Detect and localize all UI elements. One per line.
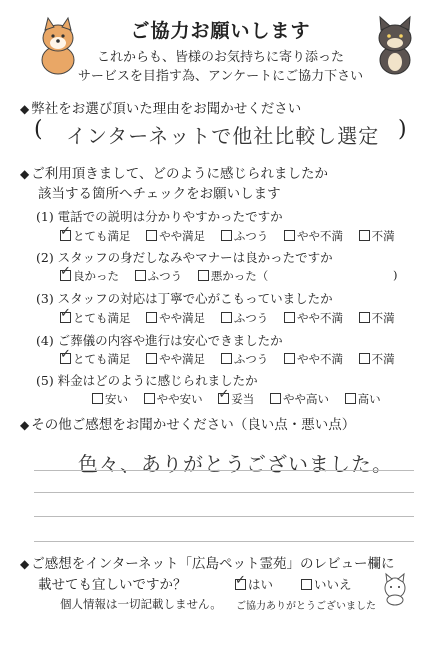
option-label: 不満 xyxy=(371,311,395,325)
item-2-label: (2) スタッフの身だしなみやマナーは良かったですか xyxy=(36,250,333,265)
checkbox-checked-icon[interactable] xyxy=(235,579,246,590)
option-checkbox[interactable] xyxy=(60,310,131,326)
option-label: 高い xyxy=(357,392,381,406)
question-other xyxy=(20,413,355,433)
reason-answer: インターネットで他社比較し選定 xyxy=(66,124,380,148)
option-label: 妥当 xyxy=(231,392,255,406)
option-label: 悪かった（ xyxy=(210,269,269,283)
item-4-label: (4) ご葬儀の内容や進行は安心できましたか xyxy=(36,333,283,348)
other-answer: 色々、ありがとうございました。 xyxy=(78,452,393,476)
option-checkbox[interactable] xyxy=(146,310,205,326)
option-label: 不満 xyxy=(371,229,395,243)
option-label: いいえ xyxy=(314,577,352,592)
checkbox-icon[interactable] xyxy=(135,270,146,281)
checkbox-icon[interactable] xyxy=(146,353,157,364)
option-label: ふつう xyxy=(233,352,269,366)
option-checkbox[interactable] xyxy=(359,351,395,367)
diamond-icon: ◆ xyxy=(20,167,30,181)
option-label: 良かった xyxy=(73,269,119,283)
item-5-options xyxy=(92,391,393,407)
option-checkbox[interactable] xyxy=(60,228,131,244)
option-label: やや安い xyxy=(156,392,203,406)
question-feel xyxy=(20,162,328,182)
option-label: やや不満 xyxy=(296,229,343,243)
option-label: ふつう xyxy=(233,229,269,243)
option-checkbox[interactable] xyxy=(301,575,352,593)
question-reason-label: 弊社をお選び頂いた理由をお聞かせください xyxy=(31,101,302,117)
privacy-note: 個人情報は一切記載しません。 xyxy=(60,597,222,611)
question-reason xyxy=(20,97,301,117)
option-label: とても満足 xyxy=(73,229,131,243)
option-checkbox[interactable] xyxy=(284,228,343,244)
checkbox-checked-icon[interactable] xyxy=(60,230,71,241)
intro-line-1: これからも、皆様のお気持ちに寄り添った xyxy=(96,50,344,65)
answer-line xyxy=(34,492,414,493)
item-3-options xyxy=(60,310,407,326)
checkbox-icon[interactable] xyxy=(345,393,356,404)
diamond-icon: ◆ xyxy=(20,557,30,571)
option-checkbox[interactable] xyxy=(359,228,395,244)
checkbox-icon[interactable] xyxy=(284,230,295,241)
option-checkbox[interactable] xyxy=(284,351,343,367)
option-checkbox[interactable] xyxy=(221,228,269,244)
checkbox-icon[interactable] xyxy=(92,393,103,404)
question-feel-label: ご利用頂きまして、どのように感じられましたか xyxy=(31,166,328,182)
option-checkbox[interactable] xyxy=(92,391,128,407)
item-5-label: (5) 料金はどのように感じられましたか xyxy=(36,373,258,388)
checkbox-checked-icon[interactable] xyxy=(60,353,71,364)
question-review-line2: 載せても宜しいですか？ xyxy=(38,577,187,593)
checkbox-icon[interactable] xyxy=(221,312,232,323)
item-2-close-paren: ) xyxy=(393,268,398,282)
intro-line-2: サービスを目指す為、アンケートにご協力下さい xyxy=(77,69,364,84)
option-label: やや不満 xyxy=(296,311,343,325)
option-checkbox[interactable] xyxy=(284,310,343,326)
option-label: やや不満 xyxy=(296,352,343,366)
checkbox-icon[interactable] xyxy=(284,353,295,364)
option-checkbox[interactable] xyxy=(146,351,205,367)
item-2-options xyxy=(60,268,400,284)
checkbox-icon[interactable] xyxy=(301,579,312,590)
checkbox-checked-icon[interactable] xyxy=(218,393,229,404)
option-label: やや満足 xyxy=(159,352,206,366)
answer-line xyxy=(34,470,414,471)
question-feel-instruction: 該当する箇所へチェックをお願いします xyxy=(38,186,281,202)
checkbox-icon[interactable] xyxy=(144,393,155,404)
option-label: 不満 xyxy=(371,352,395,366)
question-review-label: ご感想をインターネット「広島ペット霊苑」のレビュー欄に xyxy=(31,556,395,572)
reason-close-paren: ) xyxy=(398,117,407,142)
checkbox-checked-icon[interactable] xyxy=(60,270,71,281)
option-checkbox[interactable] xyxy=(146,228,205,244)
checkbox-icon[interactable] xyxy=(359,312,370,323)
option-label: やや満足 xyxy=(159,311,206,325)
checkbox-icon[interactable] xyxy=(221,353,232,364)
option-checkbox[interactable] xyxy=(218,391,254,407)
option-checkbox[interactable] xyxy=(135,268,183,284)
reason-open-paren: ( xyxy=(34,117,43,142)
option-label: 安い xyxy=(105,392,128,406)
diamond-icon: ◆ xyxy=(20,102,30,116)
option-label: ふつう xyxy=(233,311,269,325)
option-checkbox[interactable] xyxy=(345,391,381,407)
thanks-note: ご協力ありがとうございました xyxy=(236,601,376,612)
checkbox-icon[interactable] xyxy=(270,393,281,404)
checkbox-icon[interactable] xyxy=(359,230,370,241)
option-label: はい xyxy=(248,577,274,592)
option-checkbox[interactable] xyxy=(60,351,131,367)
option-label: やや満足 xyxy=(159,229,206,243)
small-cat-illustration-icon xyxy=(380,572,410,606)
answer-line xyxy=(34,541,414,542)
option-label: とても満足 xyxy=(73,311,131,325)
question-review xyxy=(20,552,395,572)
checkbox-icon[interactable] xyxy=(221,230,232,241)
question-other-label: その他ご感想をお聞かせください（良い点・悪い点） xyxy=(31,417,356,433)
checkbox-icon[interactable] xyxy=(146,312,157,323)
option-checkbox[interactable] xyxy=(60,268,119,284)
option-checkbox[interactable] xyxy=(221,310,269,326)
checkbox-icon[interactable] xyxy=(146,230,157,241)
option-checkbox[interactable] xyxy=(270,391,329,407)
option-label: とても満足 xyxy=(73,352,131,366)
survey-title: ご協力お願いします xyxy=(130,20,311,42)
item-1-options xyxy=(60,228,407,244)
option-checkbox[interactable] xyxy=(359,310,395,326)
answer-line xyxy=(34,516,414,517)
checkbox-icon[interactable] xyxy=(359,353,370,364)
checkbox-icon[interactable] xyxy=(284,312,295,323)
diamond-icon: ◆ xyxy=(20,418,30,432)
option-checkbox[interactable] xyxy=(198,268,269,284)
checkbox-checked-icon[interactable] xyxy=(60,312,71,323)
option-checkbox[interactable] xyxy=(144,391,203,407)
item-1-label: (1) 電話での説明は分かりやすかったですか xyxy=(36,209,283,224)
item-3-label: (3) スタッフの対応は丁寧で心がこもっていましたか xyxy=(36,291,333,306)
item-4-options xyxy=(60,351,407,367)
option-checkbox[interactable] xyxy=(235,575,273,593)
review-options xyxy=(235,575,364,593)
option-label: ふつう xyxy=(147,269,183,283)
option-label: やや高い xyxy=(282,392,329,406)
checkbox-icon[interactable] xyxy=(198,270,209,281)
option-checkbox[interactable] xyxy=(221,351,269,367)
